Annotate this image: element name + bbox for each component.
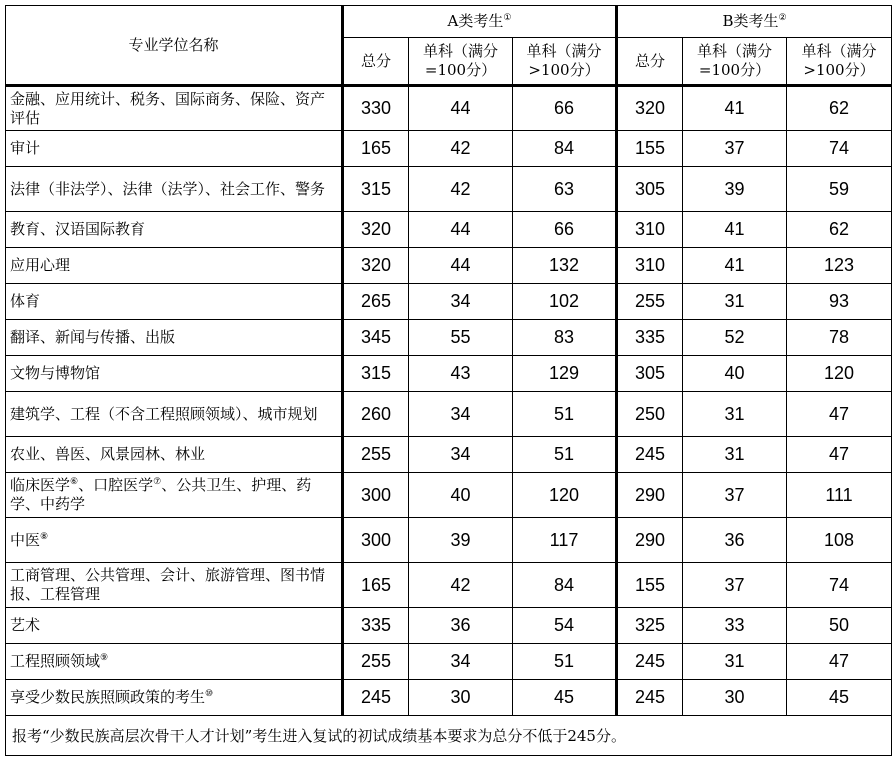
table-row (6, 284, 892, 320)
a-total-cell: 165 (343, 563, 409, 608)
b-single-gt100-cell: 93 (787, 284, 892, 320)
footnote-marker: ⑧ (40, 531, 49, 542)
a-single-100-cell: 55 (409, 320, 513, 356)
major-name-text: 金融、应用统计、税务、国际商务、保险、资产评估 (10, 89, 326, 127)
a-total-cell: 320 (343, 212, 409, 248)
a-single-100-cell: 42 (409, 167, 513, 212)
b-single-gt100-cell: 120 (787, 356, 892, 392)
major-name-cell (6, 437, 343, 473)
a-total-cell: 260 (343, 392, 409, 437)
score-table-body (6, 86, 892, 716)
major-name-text: 翻译、新闻与传播、出版 (10, 328, 176, 346)
table-row (6, 212, 892, 248)
b-total-header: 总分 (617, 38, 683, 86)
b-single-100-cell: 37 (683, 563, 787, 608)
a-single-gt100-cell: 54 (513, 608, 617, 644)
a-single-gt100-cell: 66 (513, 86, 617, 131)
major-name-cell (6, 212, 343, 248)
a-total-cell: 165 (343, 131, 409, 167)
a-single-100-cell: 39 (409, 518, 513, 563)
a-single-gt100-cell: 66 (513, 212, 617, 248)
a-total-cell: 345 (343, 320, 409, 356)
a-single-100-cell: 43 (409, 356, 513, 392)
b-single-100-cell: 31 (683, 644, 787, 680)
a-single-100-cell: 44 (409, 212, 513, 248)
b-single-100-cell: 30 (683, 680, 787, 716)
major-header: 专业学位名称 (6, 6, 343, 86)
b-single-100-header: 单科（满分 =100分） (683, 38, 787, 86)
b-total-cell: 335 (617, 320, 683, 356)
b-single-gt100-cell: 47 (787, 392, 892, 437)
score-table (5, 5, 892, 756)
a-total-cell: 330 (343, 86, 409, 131)
a-single-gt100-cell: 120 (513, 473, 617, 518)
a-single-gt100-cell: 84 (513, 563, 617, 608)
a-single-100-cell: 42 (409, 563, 513, 608)
a-total-cell: 315 (343, 356, 409, 392)
b-total-cell: 250 (617, 392, 683, 437)
major-name-text: 文物与博物馆 (10, 364, 101, 382)
major-name-text: 法律（非法学）、法律（法学）、社会工作、警务 (10, 179, 326, 198)
table-row (6, 248, 892, 284)
table-row (6, 608, 892, 644)
b-single-gt100-cell: 108 (787, 518, 892, 563)
b-single-100-cell: 39 (683, 167, 787, 212)
major-name-cell (6, 167, 343, 212)
b-total-cell: 245 (617, 437, 683, 473)
b-single-100-cell: 41 (683, 212, 787, 248)
group-b-footnote: ② (778, 13, 787, 23)
b-single-gt100-cell: 47 (787, 644, 892, 680)
b-single-gt100-cell: 47 (787, 437, 892, 473)
b-total-cell: 245 (617, 644, 683, 680)
b-single-gt100-header: 单科（满分 >100分） (787, 38, 892, 86)
major-name-cell (6, 518, 343, 563)
major-name-cell (6, 356, 343, 392)
footnote-marker: ⑨ (100, 653, 109, 663)
a-single-gt100-cell: 102 (513, 284, 617, 320)
b-total-cell: 305 (617, 356, 683, 392)
major-name-cell (6, 563, 343, 608)
major-name-text: 审计 (10, 139, 41, 157)
table-row (6, 680, 892, 716)
b-total-cell: 310 (617, 248, 683, 284)
b-single-100-cell: 37 (683, 473, 787, 518)
b-single-100-cell: 40 (683, 356, 787, 392)
table-row (6, 437, 892, 473)
major-name-text: 享受少数民族照顾政策的考生 (10, 688, 206, 706)
a-total-cell: 315 (343, 167, 409, 212)
b-single-100-cell: 33 (683, 608, 787, 644)
major-name-text: 体育 (10, 292, 41, 310)
major-name-text: 中医 (10, 530, 41, 549)
a-single-gt100-cell: 83 (513, 320, 617, 356)
a-single-100-cell: 34 (409, 437, 513, 473)
b-single-gt100-cell: 62 (787, 86, 892, 131)
a-single-100-header: 单科（满分 =100分） (409, 38, 513, 86)
major-name-text: 教育、汉语国际教育 (10, 220, 146, 238)
table-row (6, 473, 892, 518)
a-single-gt100-cell: 45 (513, 680, 617, 716)
a-total-cell: 320 (343, 248, 409, 284)
a-single-gt100-cell: 84 (513, 131, 617, 167)
a-total-header: 总分 (343, 38, 409, 86)
b-single-100-cell: 31 (683, 437, 787, 473)
a-single-100-cell: 34 (409, 284, 513, 320)
major-name-cell (6, 248, 343, 284)
major-name-text: 临床医学 (10, 476, 71, 494)
b-single-100-cell: 37 (683, 131, 787, 167)
major-name-text: 建筑学、工程（不含工程照顾领域）、城市规划 (10, 404, 318, 423)
a-single-100-cell: 40 (409, 473, 513, 518)
table-row (6, 320, 892, 356)
table-row (6, 167, 892, 212)
major-name-text: 、口腔医学 (78, 476, 154, 494)
a-single-gt100-cell: 129 (513, 356, 617, 392)
b-total-cell: 290 (617, 518, 683, 563)
table-row (6, 86, 892, 131)
a-single-gt100-header: 单科（满分 >100分） (513, 38, 617, 86)
major-name-text: 、公共卫生、护理、药学、中药学 (10, 476, 312, 513)
a-total-cell: 300 (343, 518, 409, 563)
a-single-100-cell: 42 (409, 131, 513, 167)
b-total-cell: 255 (617, 284, 683, 320)
a-single-gt100-cell: 63 (513, 167, 617, 212)
group-b-header: B类考生② (617, 6, 892, 38)
group-a-footnote: ① (503, 13, 512, 23)
major-name-text: 农业、兽医、风景园林、林业 (10, 445, 206, 463)
b-single-gt100-cell: 62 (787, 212, 892, 248)
a-total-cell: 245 (343, 680, 409, 716)
b-single-gt100-cell: 59 (787, 167, 892, 212)
a-total-cell: 300 (343, 473, 409, 518)
footnote-marker: ⑥ (70, 477, 79, 487)
major-name-cell (6, 644, 343, 680)
a-single-100-cell: 44 (409, 86, 513, 131)
a-single-100-cell: 44 (409, 248, 513, 284)
footnote-marker: ⑦ (153, 477, 162, 487)
table-row (6, 563, 892, 608)
table-row (6, 518, 892, 563)
b-single-gt100-cell: 45 (787, 680, 892, 716)
b-total-cell: 305 (617, 167, 683, 212)
major-name-text: 艺术 (10, 616, 41, 634)
a-single-gt100-cell: 51 (513, 644, 617, 680)
footnote-marker: ⑩ (205, 689, 214, 699)
b-single-100-cell: 41 (683, 86, 787, 131)
major-name-cell (6, 86, 343, 131)
major-name-text: 工商管理、公共管理、会计、旅游管理、图书情报、工程管理 (10, 566, 326, 603)
b-single-gt100-cell: 74 (787, 131, 892, 167)
b-total-cell: 320 (617, 86, 683, 131)
b-single-100-cell: 41 (683, 248, 787, 284)
b-single-gt100-cell: 111 (787, 473, 892, 518)
major-name-text: 应用心理 (10, 256, 71, 274)
a-single-100-cell: 34 (409, 392, 513, 437)
a-single-gt100-cell: 132 (513, 248, 617, 284)
a-single-gt100-cell: 51 (513, 392, 617, 437)
b-single-100-cell: 31 (683, 284, 787, 320)
a-total-cell: 255 (343, 437, 409, 473)
a-total-cell: 255 (343, 644, 409, 680)
a-single-100-cell: 36 (409, 608, 513, 644)
table-row (6, 392, 892, 437)
major-name-cell (6, 284, 343, 320)
table-row (6, 356, 892, 392)
major-name-cell (6, 473, 343, 518)
group-a-header: A类考生① (343, 6, 617, 38)
major-name-cell (6, 131, 343, 167)
major-name-text: 工程照顾领域 (10, 652, 101, 670)
a-total-cell: 265 (343, 284, 409, 320)
b-total-cell: 290 (617, 473, 683, 518)
a-single-100-cell: 30 (409, 680, 513, 716)
a-total-cell: 335 (343, 608, 409, 644)
b-single-gt100-cell: 123 (787, 248, 892, 284)
b-total-cell: 325 (617, 608, 683, 644)
major-name-cell (6, 608, 343, 644)
b-single-gt100-cell: 78 (787, 320, 892, 356)
b-total-cell: 245 (617, 680, 683, 716)
major-name-cell (6, 680, 343, 716)
major-name-cell (6, 392, 343, 437)
b-total-cell: 310 (617, 212, 683, 248)
a-single-gt100-cell: 117 (513, 518, 617, 563)
a-single-gt100-cell: 51 (513, 437, 617, 473)
b-single-100-cell: 31 (683, 392, 787, 437)
table-row (6, 644, 892, 680)
b-single-100-cell: 36 (683, 518, 787, 563)
b-single-gt100-cell: 74 (787, 563, 892, 608)
b-single-100-cell: 52 (683, 320, 787, 356)
b-single-gt100-cell: 50 (787, 608, 892, 644)
table-row (6, 131, 892, 167)
b-total-cell: 155 (617, 563, 683, 608)
major-name-cell (6, 320, 343, 356)
a-single-100-cell: 34 (409, 644, 513, 680)
footer-note: 报考“少数民族高层次骨干人才计划”考生进入复试的初试成绩基本要求为总分不低于245分。 (6, 716, 892, 756)
b-total-cell: 155 (617, 131, 683, 167)
